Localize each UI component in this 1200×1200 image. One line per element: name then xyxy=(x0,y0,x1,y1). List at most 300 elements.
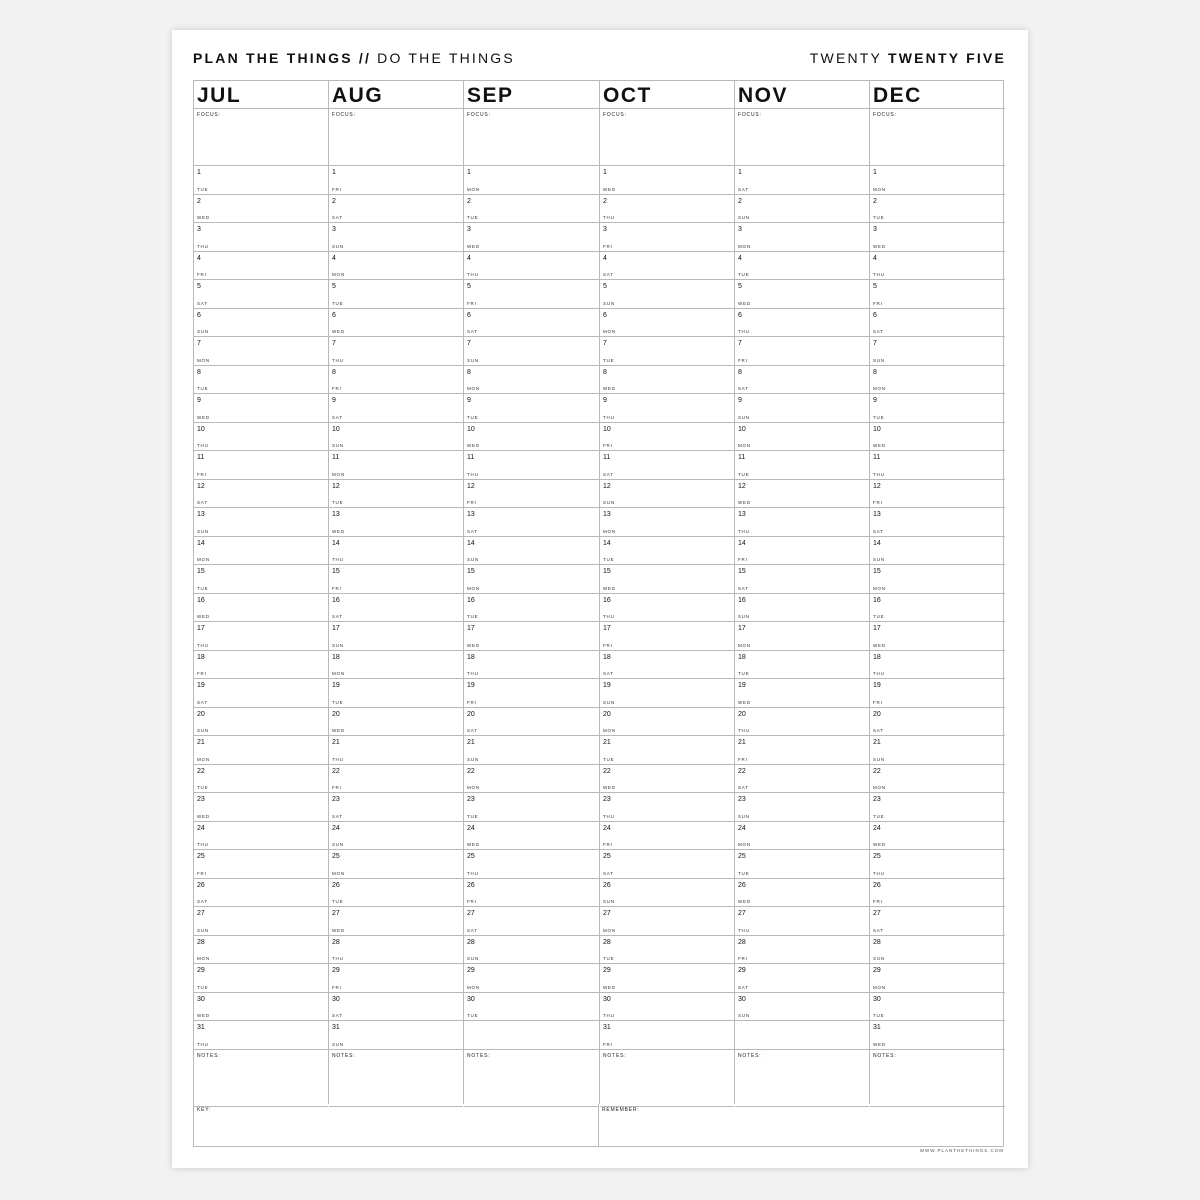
day-cell[interactable] xyxy=(194,366,328,395)
weekday-label: TUE xyxy=(197,585,209,591)
focus-box[interactable] xyxy=(600,109,734,166)
day-number: 24 xyxy=(738,824,746,832)
day-number: 19 xyxy=(873,682,881,689)
day-cell[interactable] xyxy=(464,565,599,594)
day-cell[interactable] xyxy=(194,480,328,509)
weekday-label: FRI xyxy=(332,585,342,591)
day-cell[interactable] xyxy=(870,993,1005,1022)
weekday-label: SAT xyxy=(332,1013,343,1018)
day-cell[interactable] xyxy=(464,964,599,993)
day-cell[interactable] xyxy=(735,508,869,537)
day-cell[interactable] xyxy=(870,708,1005,737)
day-cell[interactable] xyxy=(329,964,463,993)
day-cell[interactable] xyxy=(735,879,869,908)
day-number: 22 xyxy=(467,767,475,775)
weekday-label: WED xyxy=(873,443,886,448)
day-cell[interactable] xyxy=(464,907,599,936)
day-cell[interactable] xyxy=(600,309,734,338)
weekday-label: THU xyxy=(738,728,750,733)
remember-box[interactable] xyxy=(599,1104,1003,1146)
day-cell[interactable] xyxy=(464,1021,599,1050)
day-cell[interactable] xyxy=(464,679,599,708)
weekday-label: SAT xyxy=(873,528,884,534)
day-cell[interactable] xyxy=(329,993,463,1022)
day-cell[interactable] xyxy=(600,195,734,224)
day-number: 17 xyxy=(197,625,205,632)
weekday-label: SAT xyxy=(738,186,749,192)
day-cell[interactable] xyxy=(600,964,734,993)
day-cell[interactable] xyxy=(600,423,734,452)
day-cell[interactable] xyxy=(464,765,599,794)
day-number: 3 xyxy=(738,226,742,233)
day-cell[interactable] xyxy=(600,1021,734,1050)
weekday-label: THU xyxy=(603,414,615,420)
day-number: 2 xyxy=(197,197,201,205)
day-cell[interactable] xyxy=(464,850,599,879)
day-number: 10 xyxy=(197,425,205,433)
day-cell[interactable] xyxy=(464,309,599,338)
day-cell[interactable] xyxy=(329,223,463,252)
weekday-label: TUE xyxy=(197,785,209,790)
day-number: 6 xyxy=(467,311,471,319)
day-number: 8 xyxy=(197,368,201,376)
day-cell[interactable] xyxy=(870,679,1005,708)
day-cell[interactable] xyxy=(870,337,1005,366)
day-cell[interactable] xyxy=(464,394,599,423)
day-cell[interactable] xyxy=(735,708,869,737)
day-cell[interactable] xyxy=(600,280,734,309)
weekday-label: WED xyxy=(738,699,751,705)
day-cell[interactable] xyxy=(329,480,463,509)
day-cell[interactable] xyxy=(464,451,599,480)
day-number: 1 xyxy=(197,169,201,176)
day-cell[interactable] xyxy=(600,765,734,794)
day-cell[interactable] xyxy=(735,651,869,680)
day-cell[interactable] xyxy=(735,280,869,309)
weekday-label: MON xyxy=(467,186,480,192)
day-cell[interactable] xyxy=(194,565,328,594)
weekday-label: THU xyxy=(332,557,344,562)
day-number: 11 xyxy=(603,454,611,461)
day-cell[interactable] xyxy=(329,679,463,708)
day-cell[interactable] xyxy=(600,936,734,965)
day-cell[interactable] xyxy=(870,736,1005,765)
day-cell[interactable] xyxy=(600,679,734,708)
day-cell[interactable] xyxy=(600,850,734,879)
notes-box[interactable] xyxy=(600,1050,734,1107)
day-cell[interactable] xyxy=(735,850,869,879)
day-cell[interactable] xyxy=(464,252,599,281)
day-cell[interactable] xyxy=(329,594,463,623)
day-cell[interactable] xyxy=(600,651,734,680)
day-cell[interactable] xyxy=(329,879,463,908)
weekday-label: SAT xyxy=(467,528,478,534)
day-cell[interactable] xyxy=(329,366,463,395)
weekday-label: MON xyxy=(738,842,751,847)
day-number: 26 xyxy=(738,881,746,889)
day-cell[interactable] xyxy=(194,166,328,195)
day-cell[interactable] xyxy=(464,708,599,737)
weekday-label: SUN xyxy=(467,756,479,762)
weekday-label: THU xyxy=(197,842,209,847)
weekday-label: SAT xyxy=(332,813,343,819)
day-cell[interactable] xyxy=(194,879,328,908)
day-cell[interactable] xyxy=(464,879,599,908)
day-cell[interactable] xyxy=(194,508,328,537)
weekday-label: TUE xyxy=(332,300,344,306)
day-cell[interactable] xyxy=(329,394,463,423)
day-cell[interactable] xyxy=(329,195,463,224)
day-cell[interactable] xyxy=(194,708,328,737)
day-number: 20 xyxy=(467,710,475,718)
day-number: 7 xyxy=(738,340,742,347)
day-number: 9 xyxy=(603,397,607,404)
day-cell[interactable] xyxy=(464,594,599,623)
day-cell[interactable] xyxy=(600,993,734,1022)
day-cell[interactable] xyxy=(464,822,599,851)
day-cell[interactable] xyxy=(870,850,1005,879)
weekday-label: WED xyxy=(603,386,616,391)
day-number: 28 xyxy=(603,938,611,946)
day-cell[interactable] xyxy=(870,223,1005,252)
day-cell[interactable] xyxy=(735,366,869,395)
day-cell[interactable] xyxy=(600,508,734,537)
weekday-label: WED xyxy=(197,1013,210,1018)
day-cell[interactable] xyxy=(735,223,869,252)
weekday-label: SUN xyxy=(603,899,615,904)
day-cell[interactable] xyxy=(870,594,1005,623)
focus-box[interactable] xyxy=(735,109,869,166)
day-cell[interactable] xyxy=(870,508,1005,537)
day-cell[interactable] xyxy=(464,936,599,965)
day-cell[interactable] xyxy=(329,793,463,822)
day-cell[interactable] xyxy=(870,423,1005,452)
day-cell[interactable] xyxy=(464,622,599,651)
day-cell[interactable] xyxy=(329,850,463,879)
day-cell[interactable] xyxy=(329,337,463,366)
day-cell[interactable] xyxy=(194,822,328,851)
weekday-label: SUN xyxy=(873,557,885,562)
day-cell[interactable] xyxy=(194,765,328,794)
day-cell[interactable] xyxy=(870,394,1005,423)
day-number: 5 xyxy=(738,283,742,290)
day-number: 24 xyxy=(332,824,340,832)
day-cell[interactable] xyxy=(870,252,1005,281)
day-number: 30 xyxy=(738,995,746,1003)
day-cell[interactable] xyxy=(600,252,734,281)
day-cell[interactable] xyxy=(194,423,328,452)
notes-label: NOTES: xyxy=(467,1052,491,1059)
day-cell[interactable] xyxy=(194,850,328,879)
day-cell[interactable] xyxy=(329,309,463,338)
day-cell[interactable] xyxy=(870,879,1005,908)
day-cell[interactable] xyxy=(194,907,328,936)
day-cell[interactable] xyxy=(870,366,1005,395)
day-number: 14 xyxy=(738,539,746,547)
day-cell[interactable] xyxy=(870,1021,1005,1050)
day-cell[interactable] xyxy=(735,537,869,566)
day-cell[interactable] xyxy=(735,309,869,338)
day-cell[interactable] xyxy=(464,280,599,309)
day-cell[interactable] xyxy=(735,993,869,1022)
month-column-oct xyxy=(600,81,735,1104)
day-cell[interactable] xyxy=(194,309,328,338)
day-cell[interactable] xyxy=(464,793,599,822)
weekday-label: FRI xyxy=(332,984,342,990)
day-cell[interactable] xyxy=(329,423,463,452)
day-number: 9 xyxy=(873,397,877,404)
day-cell[interactable] xyxy=(329,166,463,195)
day-number: 13 xyxy=(738,511,746,518)
day-cell[interactable] xyxy=(194,736,328,765)
day-cell[interactable] xyxy=(735,679,869,708)
day-cell[interactable] xyxy=(735,594,869,623)
day-cell[interactable] xyxy=(194,622,328,651)
day-cell[interactable] xyxy=(194,451,328,480)
day-cell[interactable] xyxy=(735,565,869,594)
weekday-label: TUE xyxy=(738,272,750,277)
day-cell[interactable] xyxy=(870,309,1005,338)
weekday-label: FRI xyxy=(873,699,883,705)
weekday-label: MON xyxy=(197,756,210,762)
day-cell[interactable] xyxy=(735,1021,869,1050)
day-cell[interactable] xyxy=(329,252,463,281)
day-cell[interactable] xyxy=(870,537,1005,566)
weekday-label: SAT xyxy=(332,414,343,420)
weekday-label: SAT xyxy=(738,984,749,990)
day-cell[interactable] xyxy=(600,366,734,395)
weekday-label: TUE xyxy=(603,357,615,363)
notes-box[interactable] xyxy=(735,1050,869,1107)
day-cell[interactable] xyxy=(464,993,599,1022)
weekday-label: TUE xyxy=(603,956,615,961)
day-cell[interactable] xyxy=(194,964,328,993)
weekday-label: SUN xyxy=(873,956,885,961)
day-cell[interactable] xyxy=(194,651,328,680)
day-number: 15 xyxy=(467,568,475,575)
day-number: 30 xyxy=(467,995,475,1003)
day-cell[interactable] xyxy=(329,1021,463,1050)
focus-box[interactable] xyxy=(329,109,463,166)
day-number: 22 xyxy=(332,767,340,775)
day-number: 30 xyxy=(332,995,340,1003)
day-cell[interactable] xyxy=(194,337,328,366)
day-cell[interactable] xyxy=(194,195,328,224)
day-number: 27 xyxy=(738,910,746,917)
day-cell[interactable] xyxy=(464,223,599,252)
key-label: KEY: xyxy=(197,1107,212,1113)
day-cell[interactable] xyxy=(329,708,463,737)
day-cell[interactable] xyxy=(464,337,599,366)
day-number: 24 xyxy=(873,824,881,832)
month-column-dec xyxy=(870,81,1005,1104)
day-cell[interactable] xyxy=(735,765,869,794)
day-cell[interactable] xyxy=(329,622,463,651)
day-cell[interactable] xyxy=(600,907,734,936)
day-cell[interactable] xyxy=(870,280,1005,309)
day-cell[interactable] xyxy=(329,451,463,480)
focus-label: FOCUS: xyxy=(873,112,897,118)
day-number: 20 xyxy=(873,710,881,718)
weekday-label: WED xyxy=(197,614,210,619)
day-cell[interactable] xyxy=(735,622,869,651)
day-cell[interactable] xyxy=(870,451,1005,480)
notes-label: NOTES: xyxy=(738,1052,762,1059)
day-cell[interactable] xyxy=(464,166,599,195)
day-cell[interactable] xyxy=(194,394,328,423)
day-cell[interactable] xyxy=(464,537,599,566)
day-cell[interactable] xyxy=(194,594,328,623)
notes-box[interactable] xyxy=(329,1050,463,1107)
day-cell[interactable] xyxy=(194,537,328,566)
day-cell[interactable] xyxy=(194,793,328,822)
day-cell[interactable] xyxy=(870,480,1005,509)
day-cell[interactable] xyxy=(600,565,734,594)
day-cell[interactable] xyxy=(464,195,599,224)
day-cell[interactable] xyxy=(600,793,734,822)
day-cell[interactable] xyxy=(194,252,328,281)
day-cell[interactable] xyxy=(870,765,1005,794)
focus-box[interactable] xyxy=(194,109,328,166)
day-cell[interactable] xyxy=(464,366,599,395)
day-cell[interactable] xyxy=(464,423,599,452)
weekday-label: FRI xyxy=(738,557,748,562)
day-cell[interactable] xyxy=(600,537,734,566)
weekday-label: FRI xyxy=(197,870,207,876)
day-cell[interactable] xyxy=(194,679,328,708)
day-cell[interactable] xyxy=(464,480,599,509)
day-cell[interactable] xyxy=(600,879,734,908)
day-cell[interactable] xyxy=(600,708,734,737)
day-cell[interactable] xyxy=(735,337,869,366)
day-cell[interactable] xyxy=(870,907,1005,936)
weekday-label: FRI xyxy=(873,500,883,505)
day-number: 17 xyxy=(738,625,746,632)
notes-box[interactable] xyxy=(194,1050,328,1107)
day-number: 26 xyxy=(197,881,205,889)
day-cell[interactable] xyxy=(464,508,599,537)
day-cell[interactable] xyxy=(735,195,869,224)
day-cell[interactable] xyxy=(600,480,734,509)
day-cell[interactable] xyxy=(735,252,869,281)
day-cell[interactable] xyxy=(194,993,328,1022)
key-box[interactable] xyxy=(194,1104,599,1146)
day-cell[interactable] xyxy=(735,166,869,195)
day-cell[interactable] xyxy=(600,736,734,765)
weekday-label: FRI xyxy=(332,386,342,391)
day-number: 25 xyxy=(603,853,611,860)
day-cell[interactable] xyxy=(870,964,1005,993)
day-cell[interactable] xyxy=(870,195,1005,224)
day-cell[interactable] xyxy=(329,508,463,537)
day-cell[interactable] xyxy=(735,394,869,423)
weekday-label: THU xyxy=(332,956,344,961)
day-cell[interactable] xyxy=(329,907,463,936)
weekday-label: WED xyxy=(467,243,480,249)
day-cell[interactable] xyxy=(870,166,1005,195)
day-number: 31 xyxy=(873,1024,881,1031)
day-cell[interactable] xyxy=(735,964,869,993)
day-cell[interactable] xyxy=(600,394,734,423)
day-cell[interactable] xyxy=(600,166,734,195)
day-cell[interactable] xyxy=(735,822,869,851)
focus-box[interactable] xyxy=(870,109,1005,166)
weekday-label: SAT xyxy=(197,899,208,904)
weekday-label: FRI xyxy=(467,500,477,505)
weekday-label: MON xyxy=(467,386,480,391)
day-cell[interactable] xyxy=(600,223,734,252)
day-cell[interactable] xyxy=(194,223,328,252)
day-cell[interactable] xyxy=(329,822,463,851)
day-cell[interactable] xyxy=(600,822,734,851)
day-cell[interactable] xyxy=(735,423,869,452)
day-cell[interactable] xyxy=(464,736,599,765)
weekday-label: SAT xyxy=(332,215,343,220)
day-number: 8 xyxy=(332,368,336,376)
day-number: 7 xyxy=(197,340,201,347)
day-cell[interactable] xyxy=(194,1021,328,1050)
day-cell[interactable] xyxy=(600,594,734,623)
day-cell[interactable] xyxy=(329,537,463,566)
day-cell[interactable] xyxy=(735,480,869,509)
day-number: 11 xyxy=(738,454,746,461)
day-number: 26 xyxy=(467,881,475,889)
notes-box[interactable] xyxy=(870,1050,1005,1107)
day-cell[interactable] xyxy=(600,337,734,366)
day-cell[interactable] xyxy=(194,936,328,965)
day-cell[interactable] xyxy=(329,651,463,680)
day-cell[interactable] xyxy=(735,907,869,936)
focus-box[interactable] xyxy=(464,109,599,166)
weekday-label: THU xyxy=(873,272,885,277)
day-number: 2 xyxy=(738,197,742,205)
day-cell[interactable] xyxy=(329,936,463,965)
weekday-label: SUN xyxy=(332,1041,344,1047)
day-number: 14 xyxy=(467,539,475,547)
day-cell[interactable] xyxy=(600,622,734,651)
day-cell[interactable] xyxy=(735,736,869,765)
day-number: 9 xyxy=(332,397,336,404)
day-number: 17 xyxy=(603,625,611,632)
day-cell[interactable] xyxy=(329,736,463,765)
day-number: 4 xyxy=(332,254,336,262)
day-cell[interactable] xyxy=(870,822,1005,851)
day-cell[interactable] xyxy=(735,793,869,822)
weekday-label: THU xyxy=(197,1041,209,1047)
day-cell[interactable] xyxy=(870,793,1005,822)
day-cell[interactable] xyxy=(870,622,1005,651)
notes-label: NOTES: xyxy=(873,1052,897,1059)
day-cell[interactable] xyxy=(870,565,1005,594)
day-cell[interactable] xyxy=(870,936,1005,965)
weekday-label: TUE xyxy=(603,756,615,762)
weekday-label: WED xyxy=(467,842,480,847)
weekday-label: SAT xyxy=(467,927,478,933)
weekday-label: SUN xyxy=(332,642,344,648)
day-cell[interactable] xyxy=(870,651,1005,680)
day-cell[interactable] xyxy=(329,280,463,309)
focus-label: FOCUS: xyxy=(332,112,356,118)
day-cell[interactable] xyxy=(735,451,869,480)
day-cell[interactable] xyxy=(194,280,328,309)
day-cell[interactable] xyxy=(329,765,463,794)
day-cell[interactable] xyxy=(329,565,463,594)
day-cell[interactable] xyxy=(464,651,599,680)
day-cell[interactable] xyxy=(600,451,734,480)
day-number: 15 xyxy=(197,568,205,575)
day-cell[interactable] xyxy=(735,936,869,965)
notes-box[interactable] xyxy=(464,1050,599,1107)
